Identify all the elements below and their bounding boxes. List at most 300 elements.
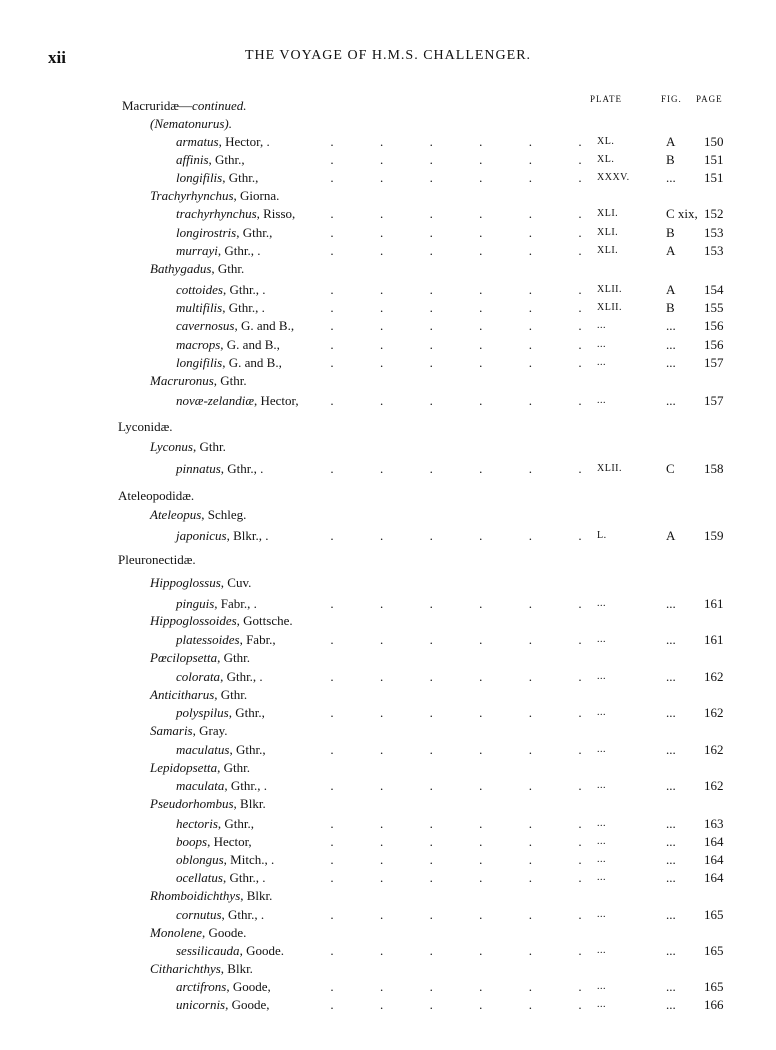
- leader-dots: . . . . . .: [330, 852, 582, 867]
- page-ref: 150: [704, 134, 724, 149]
- leader-dots: . . . . . .: [330, 243, 582, 258]
- figure-ref: ...: [666, 337, 676, 352]
- taxon-suffix: , Gthr., .: [224, 778, 268, 793]
- taxon-name: [150, 924, 246, 942]
- plate-ref: ...: [597, 744, 606, 755]
- plate-ref: ...: [597, 671, 606, 682]
- taxon-main: hectoris: [176, 816, 218, 831]
- taxon-suffix: continued.: [192, 98, 247, 113]
- page-ref: 165: [704, 943, 724, 958]
- index-row: [0, 299, 776, 317]
- plate-ref: XLI.: [597, 245, 619, 256]
- index-row: [0, 438, 776, 456]
- index-row: [0, 133, 776, 151]
- index-row: [0, 978, 776, 996]
- index-row: [0, 649, 776, 667]
- taxon-name: [176, 354, 282, 372]
- taxon-suffix: , Gthr., .: [221, 907, 265, 922]
- taxon-name: [150, 574, 251, 592]
- leader-dots: . . . . . .: [330, 528, 582, 543]
- page-ref: 157: [704, 355, 724, 370]
- index-row: [0, 741, 776, 759]
- taxon-suffix: , Gthr., .: [222, 870, 266, 885]
- taxon-suffix: , Gthr., .: [222, 282, 266, 297]
- leader-dots: . . . . . .: [330, 632, 582, 647]
- figure-ref: ...: [666, 997, 676, 1012]
- figure-ref: ...: [666, 669, 676, 684]
- page-ref: 157: [704, 393, 724, 408]
- taxon-name: [176, 151, 245, 169]
- plate-ref: ...: [597, 999, 606, 1010]
- taxon-main: platessoides: [176, 632, 240, 647]
- index-row: [0, 336, 776, 354]
- index-row: [0, 169, 776, 187]
- figure-ref: A: [666, 134, 676, 149]
- plate-ref: ...: [597, 707, 606, 718]
- taxon-suffix: , Gthr.: [213, 373, 247, 388]
- taxon-suffix: , Gthr.,: [222, 170, 259, 185]
- figure-ref: ...: [666, 596, 676, 611]
- plate-ref: ...: [597, 357, 606, 368]
- index-row: [0, 612, 776, 630]
- page-ref: 166: [704, 997, 724, 1012]
- column-header-page: PAGE: [696, 94, 723, 104]
- index-row: [0, 317, 776, 335]
- taxon-main: Lyconidæ.: [118, 419, 173, 434]
- page-ref: 156: [704, 318, 724, 333]
- leader-dots: . . . . . .: [330, 907, 582, 922]
- taxon-suffix: , Goode,: [226, 979, 271, 994]
- column-header-plate: PLATE: [590, 94, 622, 104]
- figure-ref: ...: [666, 705, 676, 720]
- page-ref: 153: [704, 225, 724, 240]
- running-title: THE VOYAGE OF H.M.S. CHALLENGER.: [244, 48, 532, 63]
- plate-ref: ...: [597, 854, 606, 865]
- leader-dots: . . . . . .: [330, 596, 582, 611]
- taxon-main: Monolene: [150, 925, 202, 940]
- taxon-name: [176, 224, 272, 242]
- taxon-suffix: , Fabr.,: [239, 632, 276, 647]
- taxon-suffix: , Blkr.: [233, 796, 266, 811]
- taxon-suffix: , Gthr.,: [229, 742, 266, 757]
- taxon-name: [118, 487, 194, 505]
- index-row: [0, 960, 776, 978]
- leader-dots: . . . . . .: [330, 393, 582, 408]
- plate-ref: ...: [597, 339, 606, 350]
- taxon-suffix: , Gthr.,: [208, 152, 245, 167]
- page-ref: 165: [704, 907, 724, 922]
- plate-ref: ...: [597, 780, 606, 791]
- figure-ref: B: [666, 300, 675, 315]
- plate-ref: XLII.: [597, 302, 622, 313]
- plate-ref: L.: [597, 530, 607, 541]
- page-ref: 152: [704, 206, 724, 221]
- figure-ref: ...: [666, 170, 676, 185]
- leader-dots: . . . . . .: [330, 742, 582, 757]
- index-row: [0, 151, 776, 169]
- page-ref: 163: [704, 816, 724, 831]
- index-row: [0, 722, 776, 740]
- index-row: [0, 906, 776, 924]
- figure-ref: A: [666, 243, 676, 258]
- plate-ref: XXXV.: [597, 172, 630, 183]
- index-row: [0, 418, 776, 436]
- taxon-suffix: , Gthr.: [192, 439, 226, 454]
- page-ref: 164: [704, 852, 724, 867]
- plate-ref: ...: [597, 818, 606, 829]
- taxon-suffix: , Gthr.,: [217, 816, 255, 831]
- taxon-name: [176, 317, 294, 335]
- taxon-main: murrayi: [176, 243, 218, 258]
- leader-dots: . . . . . .: [330, 282, 582, 297]
- index-row: [0, 595, 776, 613]
- leader-dots: . . . . . .: [330, 206, 582, 221]
- page-ref: 162: [704, 742, 724, 757]
- leader-dots: . . . . . .: [330, 337, 582, 352]
- index-row: [0, 924, 776, 942]
- leader-dots: . . . . . .: [330, 943, 582, 958]
- page-ref: 164: [704, 834, 724, 849]
- figure-ref: ...: [666, 907, 676, 922]
- index-row: [0, 260, 776, 278]
- taxon-suffix: , Goode.: [201, 925, 247, 940]
- figure-ref: A: [666, 282, 676, 297]
- taxon-suffix: , Risso,: [256, 206, 296, 221]
- leader-dots: . . . . . .: [330, 778, 582, 793]
- index-row: [0, 574, 776, 592]
- taxon-name: [150, 795, 266, 813]
- taxon-name: [150, 612, 293, 630]
- leader-dots: . . . . . .: [330, 170, 582, 185]
- taxon-main: Ateleopodidæ.: [118, 488, 195, 503]
- figure-ref: ...: [666, 355, 676, 370]
- page-number: xii: [48, 48, 66, 67]
- leader-dots: . . . . . .: [330, 134, 582, 149]
- taxon-main: cavernosus: [176, 318, 235, 333]
- index-row: [0, 242, 776, 260]
- leader-dots: . . . . . .: [330, 318, 582, 333]
- taxon-name: [176, 942, 284, 960]
- taxon-main: Citharichthys: [150, 961, 221, 976]
- taxon-main: Pœcilopsetta: [150, 650, 218, 665]
- figure-ref: ...: [666, 834, 676, 849]
- taxon-main: multifilis: [176, 300, 223, 315]
- taxon-main: Trachyrhynchus: [150, 188, 234, 203]
- taxon-suffix: , Gottsche.: [236, 613, 293, 628]
- plate-ref: XLII.: [597, 463, 622, 474]
- leader-dots: . . . . . .: [330, 300, 582, 315]
- taxon-main: novæ-zelandiæ: [176, 393, 254, 408]
- taxon-name: [176, 777, 267, 795]
- taxon-name: [150, 887, 272, 905]
- page-ref: 162: [704, 778, 724, 793]
- page-ref: 158: [704, 461, 724, 476]
- plate-ref: ...: [597, 945, 606, 956]
- taxon-name: [176, 668, 263, 686]
- taxon-main: armatus: [176, 134, 219, 149]
- plate-ref: ...: [597, 598, 606, 609]
- taxon-suffix: , G. and B.,: [220, 337, 280, 352]
- taxon-name: [150, 686, 247, 704]
- plate-ref: ...: [597, 981, 606, 992]
- taxon-main: Pseudorhombus: [150, 796, 234, 811]
- taxon-suffix: , Gthr.: [214, 687, 248, 702]
- page-ref: 161: [704, 632, 724, 647]
- taxon-main: longifilis: [176, 355, 223, 370]
- taxon-main: affinis: [176, 152, 209, 167]
- taxon-name: [176, 595, 257, 613]
- taxon-suffix: , Hector,: [207, 834, 252, 849]
- taxon-main: Lepidopsetta: [150, 760, 218, 775]
- plate-ref: ...: [597, 320, 606, 331]
- taxon-main: longirostris: [176, 225, 237, 240]
- page-ref: 151: [704, 170, 724, 185]
- index-row: [0, 97, 776, 115]
- taxon-name: [150, 759, 250, 777]
- taxon-main: Anticitharus: [150, 687, 215, 702]
- page-ref: 153: [704, 243, 724, 258]
- index-row: [0, 777, 776, 795]
- index-row: [0, 527, 776, 545]
- page-ref: 156: [704, 337, 724, 352]
- plate-ref: XLI.: [597, 227, 619, 238]
- index-row: [0, 833, 776, 851]
- taxon-suffix: , Hector, .: [218, 134, 270, 149]
- figure-ref: B: [666, 152, 675, 167]
- taxon-main: maculata: [176, 778, 225, 793]
- index-row: [0, 759, 776, 777]
- taxon-suffix: , G. and B.,: [234, 318, 295, 333]
- leader-dots: . . . . . .: [330, 816, 582, 831]
- leader-dots: . . . . . .: [330, 152, 582, 167]
- index-row: [0, 187, 776, 205]
- index-row: [0, 372, 776, 390]
- index-row: [0, 942, 776, 960]
- taxon-name: [176, 205, 295, 223]
- leader-dots: . . . . . .: [330, 225, 582, 240]
- taxon-main: Hippoglossus: [150, 575, 221, 590]
- figure-ref: ...: [666, 393, 676, 408]
- taxon-main: boops: [176, 834, 208, 849]
- figure-ref: ...: [666, 943, 676, 958]
- plate-ref: ...: [597, 395, 606, 406]
- taxon-suffix: , Goode.: [239, 943, 284, 958]
- taxon-name: [150, 438, 226, 456]
- taxon-main: longifilis: [176, 170, 223, 185]
- index-row: [0, 795, 776, 813]
- taxon-main: Samaris: [150, 723, 193, 738]
- page-ref: 165: [704, 979, 724, 994]
- page-ref: 154: [704, 282, 724, 297]
- taxon-main: sessilicauda: [176, 943, 240, 958]
- figure-ref: ...: [666, 852, 676, 867]
- taxon-name: [176, 281, 266, 299]
- taxon-main: Macruronus: [150, 373, 214, 388]
- index-row: [0, 686, 776, 704]
- plate-ref: XL.: [597, 136, 615, 147]
- page-ref: 159: [704, 528, 724, 543]
- taxon-suffix: , Giorna.: [233, 188, 280, 203]
- taxon-main: pinguis: [176, 596, 215, 611]
- taxon-name: [176, 133, 270, 151]
- taxon-suffix: , Gthr.: [211, 261, 245, 276]
- taxon-suffix: , Gray.: [192, 723, 228, 738]
- taxon-name: [176, 906, 264, 924]
- index-row: [0, 996, 776, 1014]
- taxon-suffix: , Gthr.: [217, 760, 251, 775]
- taxon-name: [176, 741, 266, 759]
- taxon-suffix: , Goode,: [225, 997, 270, 1012]
- leader-dots: . . . . . .: [330, 834, 582, 849]
- index-row: [0, 631, 776, 649]
- taxon-suffix: , Gthr., .: [222, 300, 265, 315]
- taxon-name: [176, 996, 270, 1014]
- taxon-name: [150, 722, 228, 740]
- taxon-main: Rhomboidichthys: [150, 888, 241, 903]
- plate-ref: ...: [597, 836, 606, 847]
- taxon-name: [176, 392, 299, 410]
- index-row: [0, 354, 776, 372]
- taxon-suffix: , Schleg.: [201, 507, 247, 522]
- taxon-name: [150, 187, 279, 205]
- page-ref: 161: [704, 596, 724, 611]
- index-row: [0, 392, 776, 410]
- taxon-main: Ateleopus: [150, 507, 202, 522]
- taxon-name: [150, 260, 244, 278]
- taxon-main: arctifrons: [176, 979, 227, 994]
- taxon-main: polyspilus: [176, 705, 229, 720]
- taxon-suffix: , Blkr.: [220, 961, 253, 976]
- taxon-main: macrops: [176, 337, 221, 352]
- taxon-name: [122, 97, 247, 115]
- index-row: [0, 704, 776, 722]
- taxon-name: [176, 169, 258, 187]
- taxon-suffix: , Gthr.,: [228, 705, 265, 720]
- taxon-suffix: , Gthr.: [217, 650, 251, 665]
- column-header-fig: FIG.: [661, 94, 682, 104]
- taxon-name: [176, 527, 268, 545]
- taxon-suffix: , Blkr., .: [226, 528, 269, 543]
- taxon-main: colorata: [176, 669, 221, 684]
- page-ref: 164: [704, 870, 724, 885]
- plate-ref: ...: [597, 909, 606, 920]
- taxon-main: oblongus: [176, 852, 224, 867]
- index-row: [0, 815, 776, 833]
- leader-dots: . . . . . .: [330, 997, 582, 1012]
- taxon-name: [150, 960, 253, 978]
- index-row: [0, 869, 776, 887]
- taxon-main: Macruridæ—: [122, 98, 193, 113]
- taxon-name: [176, 815, 254, 833]
- taxon-suffix: , Gthr., .: [220, 669, 263, 684]
- leader-dots: . . . . . .: [330, 979, 582, 994]
- leader-dots: . . . . . .: [330, 669, 582, 684]
- taxon-main: trachyrhynchus: [176, 206, 257, 221]
- taxon-main: unicornis: [176, 997, 226, 1012]
- figure-ref: C xix,: [666, 206, 698, 221]
- taxon-name: [176, 631, 276, 649]
- taxon-name: [176, 299, 265, 317]
- plate-ref: ...: [597, 634, 606, 645]
- figure-ref: ...: [666, 979, 676, 994]
- taxon-name: [150, 649, 250, 667]
- leader-dots: . . . . . .: [330, 461, 582, 476]
- taxon-main: Pleuronectidæ.: [118, 552, 196, 567]
- index-row: [0, 487, 776, 505]
- taxon-name: [176, 242, 261, 260]
- taxon-main: Bathygadus: [150, 261, 212, 276]
- taxon-main: maculatus: [176, 742, 230, 757]
- leader-dots: . . . . . .: [330, 355, 582, 370]
- figure-ref: ...: [666, 870, 676, 885]
- index-row: [0, 115, 776, 133]
- figure-ref: ...: [666, 742, 676, 757]
- index-row: [0, 205, 776, 223]
- index-row: [0, 460, 776, 478]
- taxon-suffix: , Blkr.: [240, 888, 273, 903]
- taxon-suffix: , Gthr.,: [236, 225, 273, 240]
- taxon-name: [150, 372, 247, 390]
- taxon-name: [176, 460, 263, 478]
- taxon-name: [176, 336, 280, 354]
- figure-ref: A: [666, 528, 676, 543]
- taxon-name: [118, 551, 196, 569]
- leader-dots: . . . . . .: [330, 870, 582, 885]
- taxon-main: cottoides: [176, 282, 223, 297]
- taxon-suffix: , G. and B.,: [222, 355, 282, 370]
- plate-ref: XL.: [597, 154, 615, 165]
- index-row: [0, 281, 776, 299]
- figure-ref: C: [666, 461, 675, 476]
- taxon-main: japonicus: [176, 528, 227, 543]
- taxon-name: [150, 506, 246, 524]
- figure-ref: B: [666, 225, 675, 240]
- taxon-suffix: , Gthr., .: [217, 243, 261, 258]
- plate-ref: XLI.: [597, 208, 619, 219]
- taxon-name: [176, 833, 252, 851]
- taxon-name: [176, 978, 271, 996]
- page-ref: 162: [704, 669, 724, 684]
- index-row: [0, 224, 776, 242]
- taxon-name: [118, 418, 173, 436]
- index-row: [0, 551, 776, 569]
- plate-ref: XLII.: [597, 284, 622, 295]
- figure-ref: ...: [666, 816, 676, 831]
- index-row: [0, 668, 776, 686]
- taxon-main: (Nematonurus).: [150, 116, 232, 131]
- taxon-suffix: , Hector,: [254, 393, 299, 408]
- taxon-suffix: , Cuv.: [220, 575, 252, 590]
- index-row: [0, 851, 776, 869]
- page-ref: 151: [704, 152, 724, 167]
- page-ref: 155: [704, 300, 724, 315]
- taxon-name: [176, 851, 274, 869]
- figure-ref: ...: [666, 318, 676, 333]
- figure-ref: ...: [666, 778, 676, 793]
- plate-ref: ...: [597, 872, 606, 883]
- taxon-suffix: , Fabr., .: [214, 596, 257, 611]
- taxon-main: Hippoglossoides: [150, 613, 237, 628]
- taxon-name: [176, 869, 266, 887]
- leader-dots: . . . . . .: [330, 705, 582, 720]
- taxon-main: pinnatus: [176, 461, 221, 476]
- taxon-main: cornutus: [176, 907, 222, 922]
- taxon-name: [176, 704, 265, 722]
- taxon-main: Lyconus: [150, 439, 193, 454]
- page-ref: 162: [704, 705, 724, 720]
- taxon-name: [150, 115, 232, 133]
- taxon-suffix: , Mitch., .: [223, 852, 275, 867]
